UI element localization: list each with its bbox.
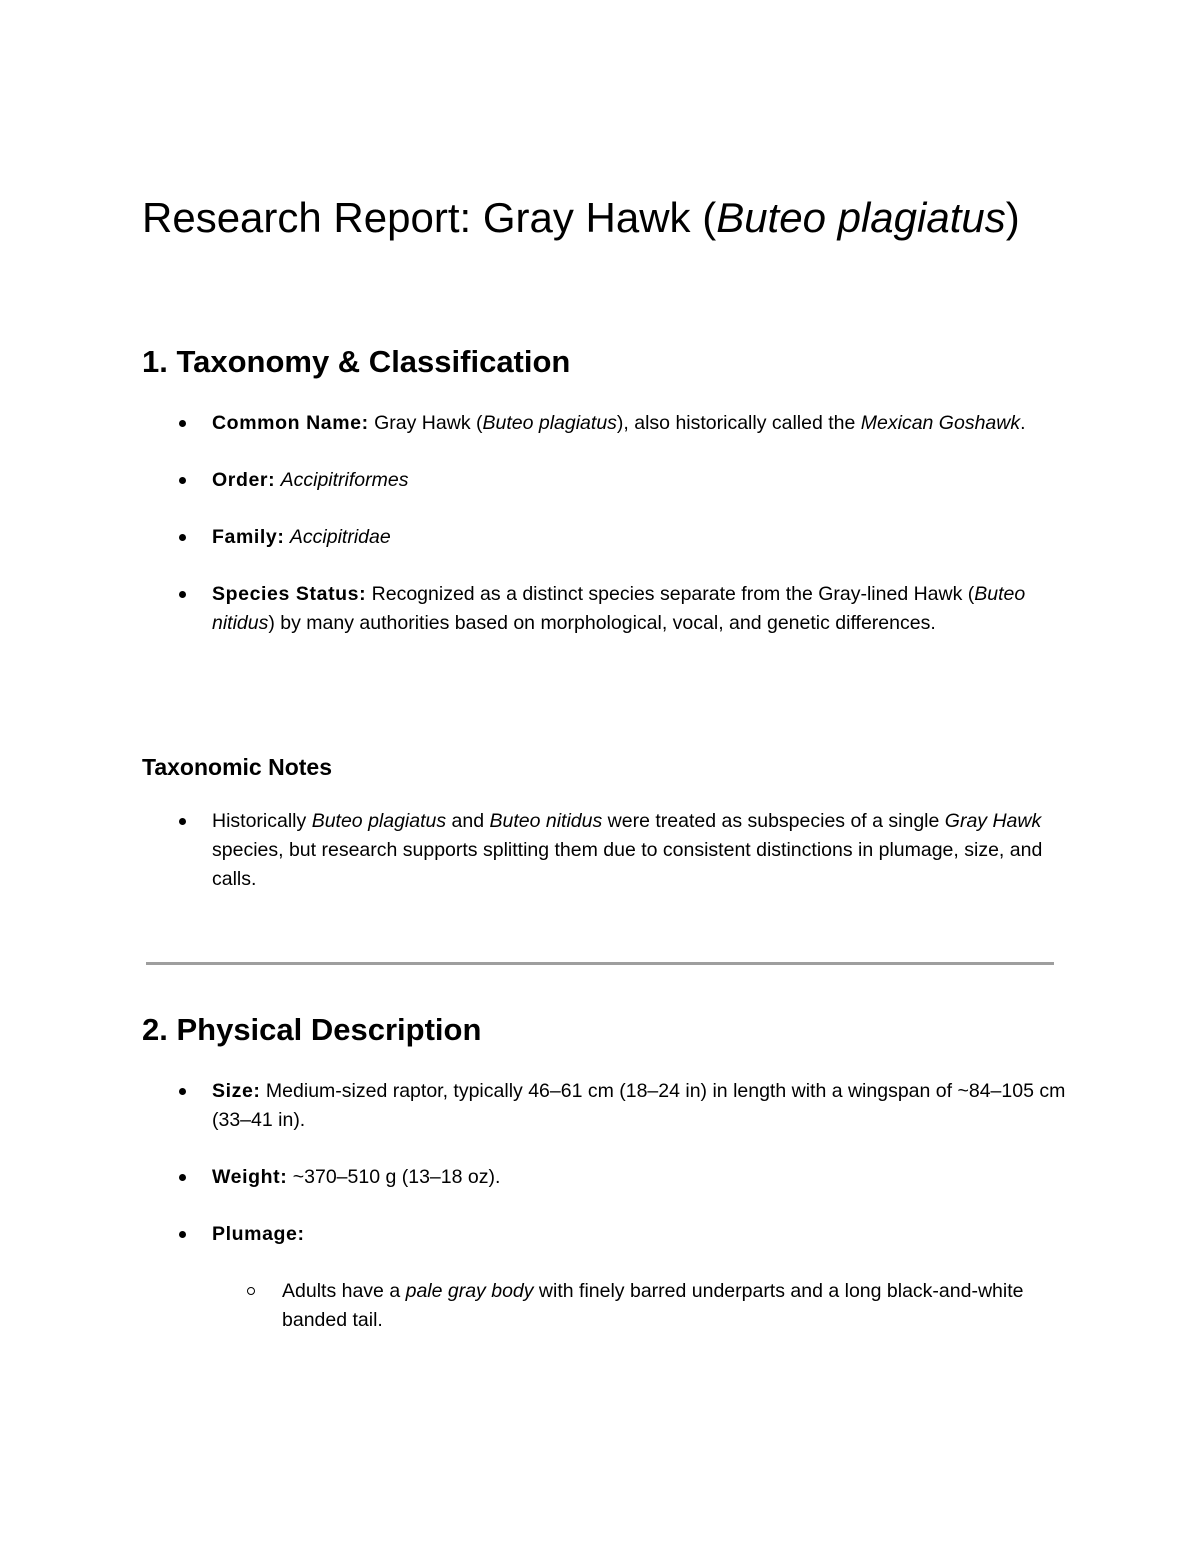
- bullet-icon: [179, 420, 186, 427]
- bullet-icon: [179, 591, 186, 598]
- item-label: Plumage:: [212, 1223, 305, 1245]
- item-label: Family:: [212, 526, 285, 548]
- item-italic: pale gray body: [405, 1280, 534, 1302]
- bullet-icon: [179, 1174, 186, 1181]
- item-text: Gray Hawk (: [368, 412, 483, 434]
- bullet-icon: [179, 1231, 186, 1238]
- section2-heading: 2. Physical Description: [142, 1012, 482, 1047]
- plumage-sublist: [212, 1277, 1072, 1335]
- taxonomy-list: [142, 409, 1072, 666]
- item-text: ), also historically called the: [616, 412, 861, 434]
- horizontal-divider: [146, 962, 1054, 965]
- item-italic: Mexican Goshawk: [860, 412, 1021, 434]
- item-text: species, but research supports splitting them due to consistent distinctions in plumage, size, and calls.: [212, 839, 1043, 890]
- item-text: .: [1020, 412, 1026, 434]
- title-prefix: Research Report: Gray Hawk (: [142, 194, 717, 241]
- list-item-common-name: [142, 409, 1072, 438]
- item-text: Medium-sized raptor, typically 46–61 cm (18–24 in) in length with a wingspan of ~84–105 cm (33–41 in).: [212, 1080, 1066, 1131]
- list-item-size: [142, 1077, 1072, 1135]
- item-italic: Buteo nitidus: [489, 810, 603, 832]
- taxonomic-notes-heading: Taxonomic Notes: [142, 754, 332, 780]
- bullet-icon: [179, 818, 186, 825]
- section1-heading: 1. Taxonomy & Classification: [142, 344, 571, 379]
- bullet-icon: [179, 534, 186, 541]
- item-text: Recognized as a distinct species separate from the Gray-lined Hawk (: [366, 583, 975, 605]
- item-text: Historically: [212, 810, 312, 832]
- item-text: Adults have a: [282, 1280, 406, 1302]
- item-label: Size:: [212, 1080, 261, 1102]
- list-item-weight: [142, 1163, 1072, 1192]
- list-item-note: [142, 807, 1072, 894]
- title-italic: Buteo plagiatus: [716, 194, 1006, 241]
- report-title: [142, 186, 1062, 250]
- item-italic: Buteo nitidus: [212, 583, 1026, 634]
- sublist-item-adults: [212, 1277, 1072, 1335]
- item-label: Weight:: [212, 1166, 288, 1188]
- title-suffix: ): [1005, 194, 1020, 241]
- item-italic: Gray Hawk: [944, 810, 1042, 832]
- physical-list: [142, 1077, 1072, 1363]
- notes-list: [142, 807, 1072, 922]
- item-label: Species Status:: [212, 583, 367, 605]
- item-label: Common Name:: [212, 412, 369, 434]
- item-text: were treated as subspecies of a single: [602, 810, 945, 832]
- list-item-species-status: [142, 580, 1072, 638]
- item-italic: Accipitridae: [289, 526, 391, 548]
- item-text: ~370–510 g (13–18 oz).: [287, 1166, 501, 1188]
- item-italic: Buteo plagiatus: [311, 810, 447, 832]
- item-text: ) by many authorities based on morphological, vocal, and genetic differences.: [268, 612, 936, 634]
- list-item-plumage: [142, 1220, 1072, 1335]
- item-italic: Buteo plagiatus: [482, 412, 617, 434]
- item-italic: Accipitriformes: [280, 469, 409, 491]
- hollow-bullet-icon: [247, 1287, 255, 1295]
- list-item-order: [142, 466, 1072, 495]
- item-text: with finely barred underparts and a long black-and-white banded tail.: [282, 1280, 1024, 1331]
- item-label: Order:: [212, 469, 276, 491]
- list-item-family: [142, 523, 1072, 552]
- item-text: and: [446, 810, 490, 832]
- bullet-icon: [179, 1088, 186, 1095]
- bullet-icon: [179, 477, 186, 484]
